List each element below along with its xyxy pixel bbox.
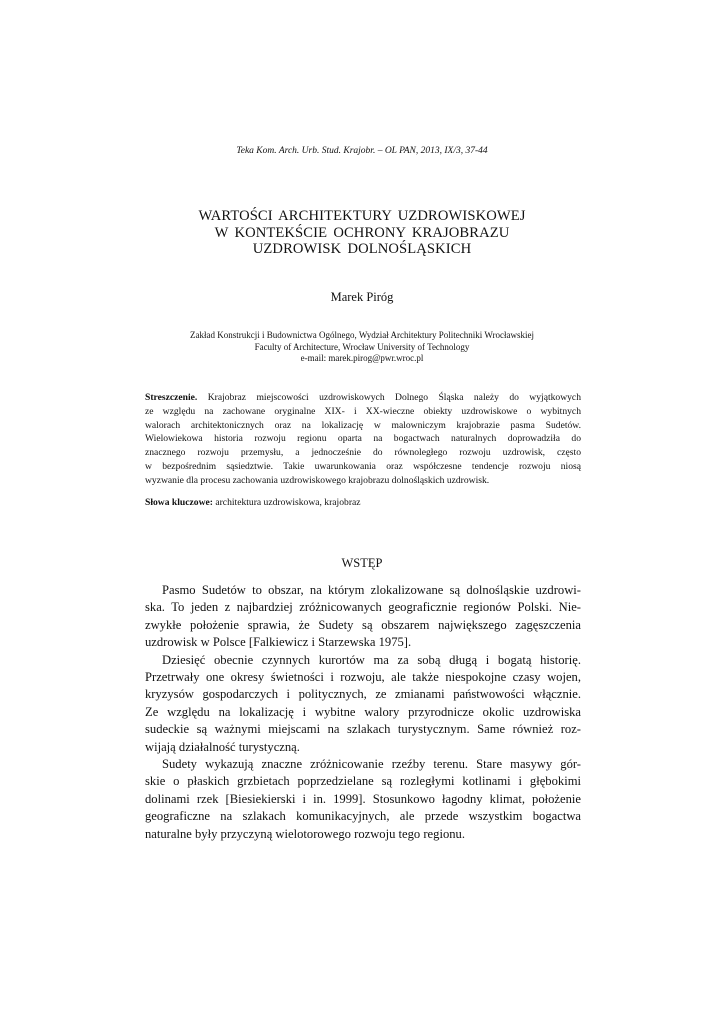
- affiliation-line: Zakład Konstrukcji i Budownictwa Ogólnego, Wydział Architektury Politechniki Wrocławskiej: [190, 330, 534, 340]
- title-line: W KONTEKŚCIE OCHRONY KRAJOBRAZU: [214, 224, 510, 241]
- body-text: [145, 582, 581, 843]
- body-line: Sudety wykazują znaczne zróżnicowanie rzeźby terenu. Stare masywy gór-: [162, 757, 581, 772]
- abstract-line: w bezpośrednim sąsiedztwie. Takie uwarunkowania oraz współczesne tendencje rozwoju niosą: [145, 460, 581, 472]
- body-line: skie o płaskich grzbietach poprzedzielane są rozległymi kotlinami i głębokimi: [145, 774, 581, 789]
- title-line: WARTOŚCI ARCHITEKTURY UZDROWISKOWEJ: [198, 208, 526, 224]
- affiliation-line: Faculty of Architecture, Wrocław University of Technology: [254, 341, 470, 352]
- abstract-line: [145, 391, 581, 405]
- abstract-label: Streszczenie.: [145, 392, 198, 403]
- body-line: uzdrowisk w Polsce [Falkiewicz i Starzewska 1975].: [145, 635, 412, 650]
- body-line: Przetrwały one okresy świetności i rozwoju, ale także niespokojne czasy wojen,: [145, 670, 581, 685]
- abstract-line: wyzwanie dla procesu zachowania uzdrowiskowego krajobrazu dolnośląskich uzdrowisk.: [145, 474, 490, 486]
- abstract-line: ze względu na zachowane oryginalne XIX- i XX-wieczne obiekty uzdrowiskowe o wybitnych: [145, 405, 581, 417]
- body-line: zwykłe położenie sprawia, że Sudety są obszarem największego zagęszczenia: [145, 617, 581, 632]
- paper-title: [0, 208, 724, 258]
- section-heading: WSTĘP: [341, 556, 383, 570]
- title-line: UZDROWISK DOLNOŚLĄSKICH: [252, 241, 472, 257]
- body-line: Ze względu na lokalizację i wybitne walory przyrodnicze okolic uzdrowiska: [145, 704, 581, 719]
- abstract-line: Wielowiekowa historia rozwoju regionu oparta na bogactwach naturalnych doprowadziła do: [145, 433, 581, 445]
- body-line: dolinami rzek [Biesiekierski i in. 1999]. Stosunkowo łagodny klimat, położenie: [145, 791, 581, 806]
- keywords-value: architektura uzdrowiskowa, krajobraz: [212, 497, 361, 508]
- body-line: geograficzne na szlakach komunikacyjnych, ale przede wszystkim bogactwa: [145, 809, 581, 824]
- body-line: wijają działalność turystyczną.: [145, 739, 300, 754]
- abstract-line: walorach architektonicznych oraz na lokalizację w malowniczym krajobrazie pasma Sudetów.: [145, 419, 581, 431]
- abstract-text: Krajobraz miejscowości uzdrowiskowych Dolnego Śląska należy do wyjątkowych: [197, 392, 581, 403]
- keywords-label: Słowa kluczowe:: [145, 497, 213, 508]
- abstract: [145, 391, 581, 488]
- body-line: Dziesięć obecnie czynnych kurortów ma za sobą długą i bogatą historię.: [162, 652, 581, 667]
- body-line: sudeckie są ważnymi miejscami na szlakach turystycznym. Same również roz-: [145, 722, 581, 737]
- body-line: naturalne były przyczyną wielotorowego rozwoju tego regionu.: [145, 826, 465, 841]
- body-line: Pasmo Sudetów to obszar, na którym zlokalizowane są dolnośląskie uzdrowi-: [162, 583, 581, 597]
- keywords: [145, 497, 581, 508]
- abstract-line: znacznego rozwoju przemysłu, a jednocześnie do równoległego rozwoju uzdrowisk, często: [145, 447, 581, 459]
- body-line: kryzysów gospodarczych i politycznych, ze zmianami państwowości włącznie.: [145, 687, 581, 702]
- body-line: ska. To jeden z najbardziej zróżnicowanych geograficznie regionów Polski. Nie-: [145, 600, 581, 615]
- affiliation: [0, 330, 724, 365]
- author-name: Marek Piróg: [330, 290, 394, 304]
- email-line: e-mail: marek.pirog@pwr.wroc.pl: [300, 353, 424, 363]
- journal-citation: Teka Kom. Arch. Urb. Stud. Krajobr. – OL PAN, 2013, IX/3, 37-44: [236, 146, 488, 156]
